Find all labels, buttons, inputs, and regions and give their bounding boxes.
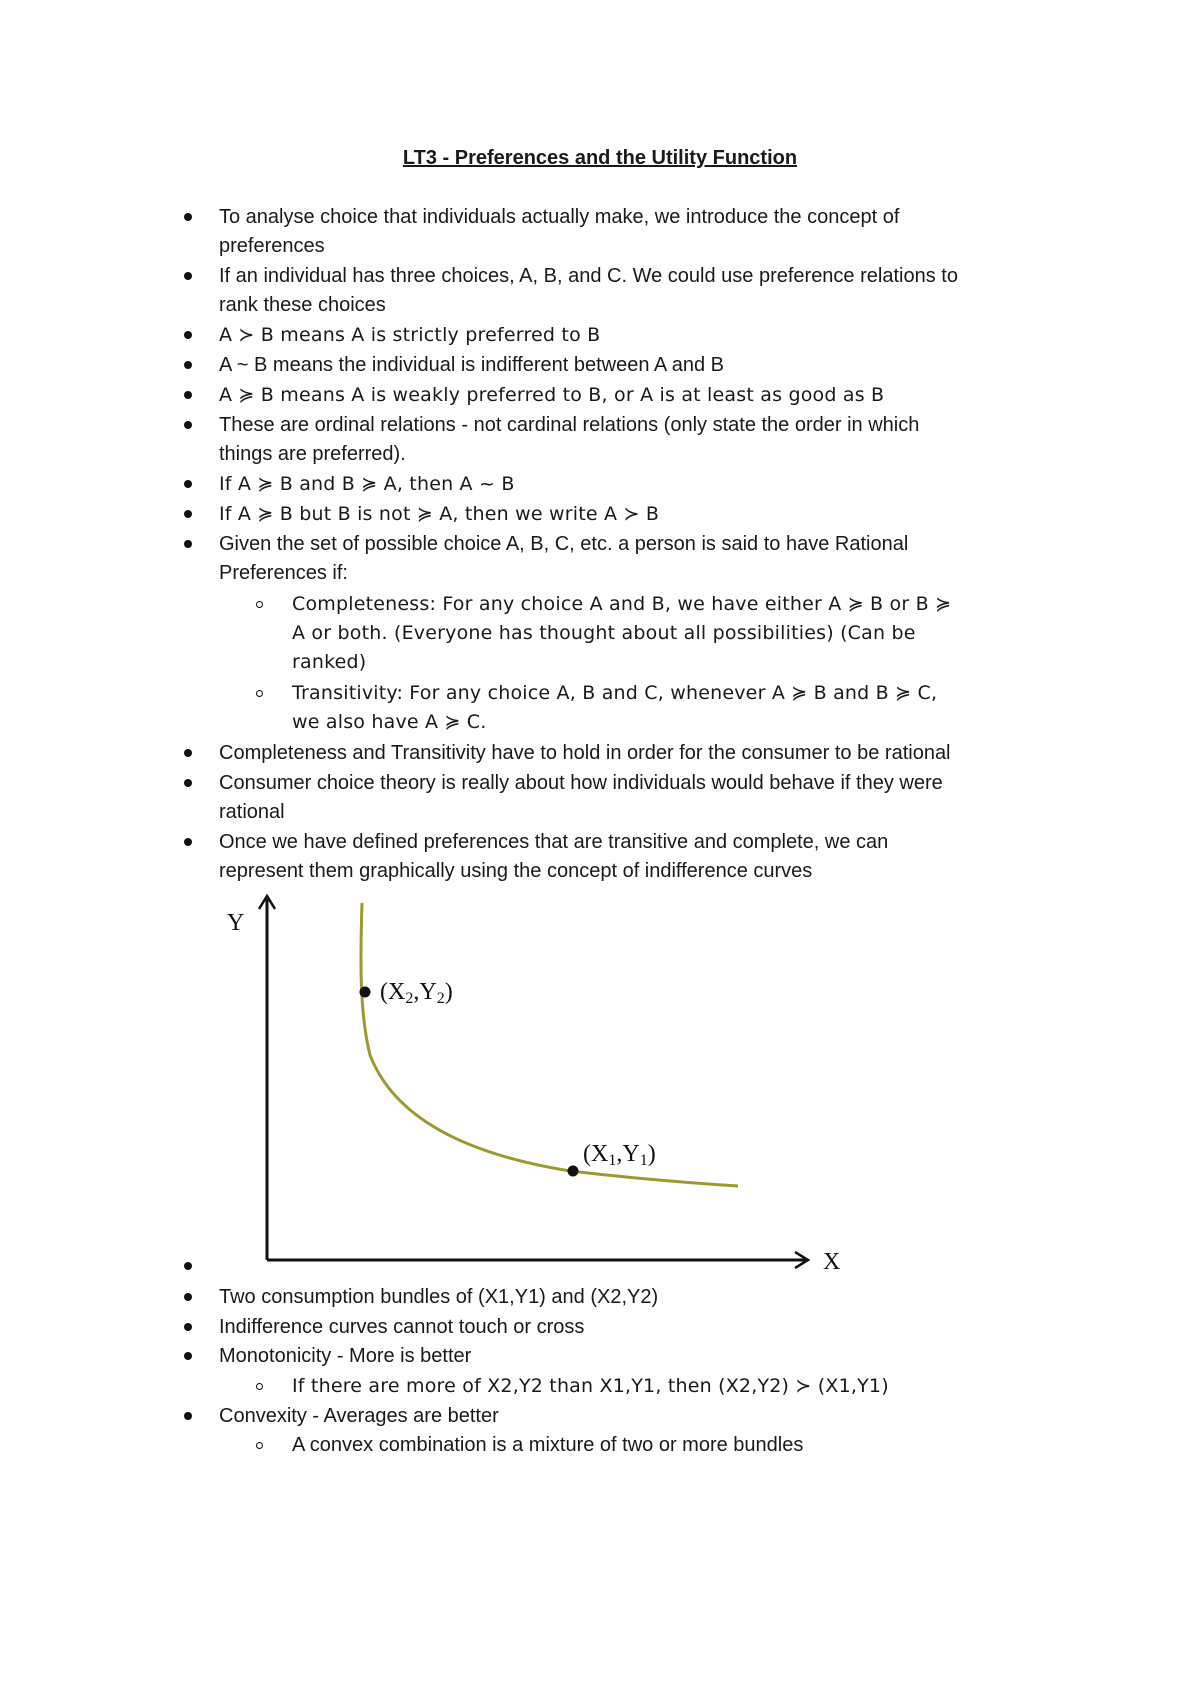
bullet-icon xyxy=(184,480,192,488)
point-x2-y2-label: (X2,Y2) xyxy=(380,979,453,1007)
indifference-curve-graph xyxy=(210,885,850,1285)
list-item: Once we have defined preferences that are transitive and complete, we can xyxy=(219,831,889,853)
point-x1-y1 xyxy=(568,1166,579,1177)
list-item: Indifference curves cannot touch or cross xyxy=(219,1316,585,1338)
list-item-continuation: rational xyxy=(219,801,285,823)
list-item: A ≽ B means A is weakly preferred to B, or A is at least as good as B xyxy=(219,384,885,406)
bullet-icon xyxy=(184,331,192,339)
list-item-continuation: things are preferred). xyxy=(219,443,406,465)
sub-list-item: If there are more of X2,Y2 than X1,Y1, then (X2,Y2) ≻ (X1,Y1) xyxy=(292,1375,889,1397)
bullet-icon xyxy=(184,1352,192,1360)
list-item: To analyse choice that individuals actually make, we introduce the concept of xyxy=(219,206,900,228)
bullet-icon xyxy=(184,1293,192,1301)
list-item: A ≻ B means A is strictly preferred to B xyxy=(219,324,601,346)
sub-bullet-icon xyxy=(256,1383,263,1390)
list-item: Completeness and Transitivity have to hold in order for the consumer to be rational xyxy=(219,742,951,764)
list-item: If A ≽ B but B is not ≽ A, then we write A ≻ B xyxy=(219,503,660,525)
sub-list-item-continuation: we also have A ≽ C. xyxy=(292,711,487,733)
bullet-icon xyxy=(184,749,192,757)
list-item: These are ordinal relations - not cardinal relations (only state the order in which xyxy=(219,414,920,436)
list-item-continuation: Preferences if: xyxy=(219,562,348,584)
list-item-continuation: represent them graphically using the concept of indifference curves xyxy=(219,860,813,882)
list-item: Monotonicity - More is better xyxy=(219,1345,472,1367)
list-item-continuation: preferences xyxy=(219,235,325,257)
sub-list-item: Completeness: For any choice A and B, we have either A ≽ B or B ≽ xyxy=(292,593,952,615)
list-item: Given the set of possible choice A, B, C, etc. a person is said to have Rational xyxy=(219,533,909,555)
y-axis-label: Y xyxy=(227,910,245,936)
point-x2-y2 xyxy=(360,987,371,998)
point-x1-y1-label: (X1,Y1) xyxy=(583,1141,656,1169)
list-item: Two consumption bundles of (X1,Y1) and (X2,Y2) xyxy=(219,1286,659,1308)
sub-list-item-continuation: ranked) xyxy=(292,651,367,673)
sub-list-item: Transitivity: For any choice A, B and C, whenever A ≽ B and B ≽ C, xyxy=(292,682,938,704)
bullet-icon xyxy=(184,391,192,399)
bullet-icon xyxy=(184,510,192,518)
bullet-icon xyxy=(184,540,192,548)
list-item: Convexity - Averages are better xyxy=(219,1405,499,1427)
sub-bullet-icon xyxy=(256,601,263,608)
bullet-icon xyxy=(184,838,192,846)
x-axis-label: X xyxy=(823,1249,841,1275)
bullet-icon xyxy=(184,361,192,369)
list-item: Consumer choice theory is really about how individuals would behave if they were xyxy=(219,772,943,794)
sub-bullet-icon xyxy=(256,690,263,697)
bullet-icon xyxy=(184,779,192,787)
bullet-icon xyxy=(184,272,192,280)
list-item-continuation: rank these choices xyxy=(219,294,386,316)
indifference-curve xyxy=(361,903,738,1186)
bullet-icon xyxy=(184,1412,192,1420)
bullet-icon xyxy=(184,1262,192,1270)
list-item: If A ≽ B and B ≽ A, then A ~ B xyxy=(219,473,515,495)
bullet-icon xyxy=(184,213,192,221)
list-item: A ~ B means the individual is indifferent between A and B xyxy=(219,354,724,376)
page-title: LT3 - Preferences and the Utility Function xyxy=(402,147,798,169)
bullet-icon xyxy=(184,1323,192,1331)
sub-bullet-icon xyxy=(256,1442,263,1449)
sub-list-item-continuation: A or both. (Everyone has thought about all possibilities) (Can be xyxy=(292,622,916,644)
sub-list-item: A convex combination is a mixture of two or more bundles xyxy=(292,1434,804,1456)
list-item: If an individual has three choices, A, B, and C. We could use preference relations to xyxy=(219,265,958,287)
bullet-icon xyxy=(184,421,192,429)
